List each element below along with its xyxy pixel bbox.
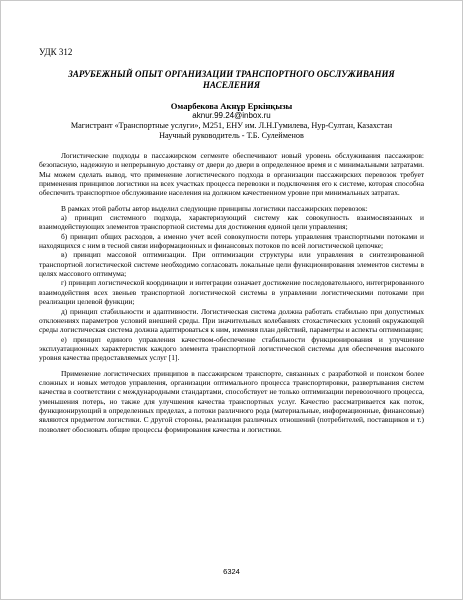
author-affiliation: Магистрант «Транспортные услуги», М251, ЕНУ им. Л.Н.Гумилева, Нур-Султан, Казахстан — [70, 121, 393, 130]
udk-code: УДК 312 — [39, 47, 73, 57]
paragraph-principle-d: г) принцип логистической координации и интеграции означает достижение последовательного, интегрированного взаимодействия всех звеньев транспортной логистической системы в управлении логистическими потоками при реализации целевой функции; — [39, 278, 424, 307]
paragraph-principles-lead: В рамках этой работы автор выделил следующие принципы логистики пассажирских перевозок: — [61, 203, 368, 213]
page-number: 6324 — [223, 567, 240, 576]
author-email: aknur.99.24@inbox.ru — [192, 111, 271, 120]
paragraph-principle-a: а) принцип системного подхода, характеризующий систему как совокупность взаимосвязанных и взаимодействующих элементов транспортной системы для достижения единой цели управления; — [39, 213, 424, 232]
paper-title: ЗАРУБЕЖНЫЙ ОПЫТ ОРГАНИЗАЦИИ ТРАНСПОРТНОГО ОБСЛУЖИВАНИЯ НАСЕЛЕНИЯ — [68, 69, 395, 90]
supervisor-line: Научный руководитель - Т.Б. Сулейменов — [159, 131, 304, 140]
paragraph-principle-c: в) принцип массовой оптимизации. При оптимизации структуры или управления в синтезированной транспортной логистической системе необходимо согласовать локальные цели функционирования элементов системы в целях массового оптимума; — [39, 250, 424, 279]
paragraph-principle-b: б) принцип общих расходов, а именно учет всей совокупности потерь управления транспортными потоками и находящихся с ним в тесной связи информационных и финансовых потоков по всей логистической цепочке; — [39, 231, 424, 251]
author-name: Омарбекова Акнұр Еркінқызы — [170, 101, 293, 111]
paper-body — [39, 151, 424, 434]
paragraph-application: Применение логистических принципов в пассажирском транспорте, связанных с разработкой и поиском более сложных и новых методов управления, организации оптимального процесса транспортировки, развертывания систем качества в соответствии с международными стандартами, способствует не только оптимизации перевозочного процесса, уменьшения потерь, но также для улучшения качества транспортных услуг. Качество рассматривается как поток, функционирующий в определенных пределах, а потоки различного рода (материальные, информационные, финансовые) являются предметом логистики. С другой стороны, реализация различных отношений (потребителей, поставщиков и т.) позволяет обосновать общие процессы формирования качества и логистики. — [39, 368, 424, 434]
paragraph-intro: Логистические подходы в пассажирском сегменте обеспечивают новый уровень обслуживания пассажиров: безопасную, надежную и непрерывную доставку от двери до двери в определенное время и с минимальными затратами. Мы можем сделать вывод, что применение логистического подхода в организации пассажирских перевозок требует применения принципов логистики на всех участках процесса перевозки и подключения его к системе, которая способна обеспечить транспортное обслуживание населения на должном качественном уровне при минимальных затратах. — [39, 151, 424, 198]
paragraph-principle-e: д) принцип стабильности и адаптивности. Логистическая система должна работать стабильно при допустимых отклонениях параметров условий внешней среды. При значительных колебаниях стохастических условий окружающей среды логистическая система должна адаптироваться к ним, изменяя план действий, параметры и аспекты оптимизации; — [39, 306, 424, 335]
paragraph-principle-f: е) принцип единого управления качеством-обеспечение стабильности функционирования и улучшение эксплуатационных характеристик каждого элемента транспортной логистической системы для обеспечения высокого уровня качества предоставляемых услуг [1]. — [39, 334, 424, 363]
